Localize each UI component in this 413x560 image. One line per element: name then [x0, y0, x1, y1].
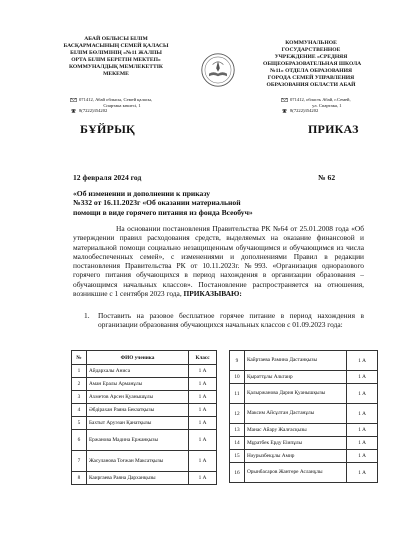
student-class: 1 А: [189, 404, 217, 417]
row-number: 8: [72, 472, 87, 485]
row-number: 4: [72, 404, 87, 417]
students-table-right: [229, 350, 378, 483]
address-right-line-1: 071412, область Абай, г.Семей,: [290, 97, 351, 102]
mail-icon: [70, 98, 77, 102]
student-name: Кайртаева Рамина Дастанқызы: [244, 351, 346, 371]
students-table-left: [71, 350, 217, 485]
student-class: 1 А: [189, 365, 217, 378]
student-name: Каиргаева Раяна Дарханқызы: [86, 472, 188, 485]
student-class: 1 А: [189, 378, 217, 391]
phone-icon: [281, 109, 288, 113]
student-name: Айдархалы Аниса: [86, 365, 188, 378]
student-name: Мұратбек Ерду Еіипұлы: [244, 437, 346, 450]
header-left-line: КОММУНАЛДЫҚ МЕМЛЕКЕТТІК: [69, 64, 163, 70]
row-number: 15: [230, 450, 245, 463]
student-class: 1 А: [347, 437, 378, 450]
col-header-name: ФИО ученика: [86, 351, 188, 365]
student-class: 1 А: [189, 417, 217, 430]
header-left-line: ОРТА БІЛІМ БЕРЕТІН МЕКТЕП»: [71, 57, 161, 63]
address-right: [281, 97, 351, 114]
address-left-line-2: Спартака көшесі, 1: [103, 102, 141, 108]
student-name: Ахметов Арсен Қуанышұлы: [86, 391, 188, 404]
student-name: Максим Айсұлтан Дастанұлы: [244, 404, 346, 424]
header-right-line: ГОСУДАРСТВЕННОЕ: [281, 47, 341, 53]
student-class: 1 А: [347, 351, 378, 371]
table-row: [230, 404, 378, 424]
item-number: 1.: [84, 311, 90, 320]
header-right-line: №11» ОТДЕЛА ОБРАЗОВАНИЯ: [269, 68, 353, 74]
student-class: 1 А: [189, 391, 217, 404]
header-right-line: КОММУНАЛЬНОЕ: [285, 40, 337, 46]
header-right-line: ГОРОДА СЕМЕЙ УПРАВЛЕНИЯ: [267, 75, 355, 81]
col-header-class: Класс: [189, 351, 217, 365]
address-left-line-1: 071412, Абай облысы, Семей қаласы,: [79, 97, 153, 102]
table-row: [230, 463, 378, 483]
col-header-number: №: [72, 351, 87, 365]
order-date: 12 февраля 2024 год: [73, 173, 142, 182]
row-number: 13: [230, 424, 245, 437]
table-row: [230, 437, 378, 450]
student-class: 1 А: [189, 472, 217, 485]
phone-icon: [70, 109, 77, 113]
order-title: [73, 189, 283, 217]
student-class: 1 А: [189, 430, 217, 451]
header-right-line: ОБРАЗОВАНИЯ ОБЛАСТИ АБАЙ: [266, 82, 356, 88]
header-left-line: АБАЙ ОБЛЫСЫ БІЛІМ: [84, 36, 148, 42]
student-class: 1 А: [347, 463, 378, 483]
row-number: 12: [230, 404, 245, 424]
order-body: [73, 224, 364, 298]
doc-type-russian: ПРИКАЗ: [308, 122, 359, 136]
title-line: помощи в виде горячего питания из фонда Всеобуч»: [73, 207, 253, 217]
table-row: [72, 365, 217, 378]
student-class: 1 А: [189, 451, 217, 472]
table-row: [230, 371, 378, 384]
table-row: [230, 384, 378, 404]
row-number: 3: [72, 391, 87, 404]
student-class: 1 А: [347, 404, 378, 424]
student-class: 1 А: [347, 424, 378, 437]
row-number: 16: [230, 463, 245, 483]
phone-left: 8(7222)354202: [79, 108, 108, 114]
header-right-org-name: [263, 40, 362, 89]
item-text: Поставить на разовое бесплатное горячее питание в период нахождения в организации образования обучающихся начальных классов с 01.09.2023 года:: [98, 311, 364, 330]
title-line: «Об изменении и дополнении к приказу: [73, 189, 211, 198]
header-left-line: МЕКЕМЕ: [103, 71, 129, 77]
student-name: Жасуланова Тоғжан Максатқызы: [86, 451, 188, 472]
row-number: 7: [72, 451, 87, 472]
table-row: [230, 424, 378, 437]
student-class: 1 А: [347, 371, 378, 384]
address-left: [70, 97, 152, 114]
header-left-org-name: [56, 36, 176, 78]
table-row: [72, 430, 217, 451]
row-number: 1: [72, 365, 87, 378]
order-number: № 62: [318, 173, 336, 182]
order-item-1: [84, 311, 364, 330]
header-right-line: ОБЩЕОБРАЗОВАТЕЛЬНАЯ ШКОЛА: [263, 61, 362, 67]
row-number: 10: [230, 371, 245, 384]
student-name: Ержанова Мадина Ержанқызы: [86, 430, 188, 451]
header-left-line: БІЛІМ БӨЛІМІНІҢ «№11 ЖАЛПЫ: [70, 50, 162, 56]
table-row: [72, 378, 217, 391]
table-row: [230, 351, 378, 371]
table-row: [72, 404, 217, 417]
row-number: 14: [230, 437, 245, 450]
student-class: 1 А: [347, 384, 378, 404]
table-row: [72, 391, 217, 404]
table-row: [72, 451, 217, 472]
header-left-line: БАСҚАРМАСЫНЫҢ СЕМЕЙ ҚАЛАСЫ: [63, 43, 169, 49]
student-name: Орынбасаров Жантөре Асланұлы: [244, 463, 346, 483]
student-class: 1 А: [347, 450, 378, 463]
header-right-line: УЧРЕЖДЕНИЕ «СРЕДНЯЯ: [274, 54, 348, 60]
table-row: [72, 417, 217, 430]
phone-right: 8(7222)354202: [290, 108, 319, 114]
student-name: Әбдірахан Раяна Бекзатқызы: [86, 404, 188, 417]
student-name: Бахтыт Аруэзан Қанатқызы: [86, 417, 188, 430]
table-row: [72, 472, 217, 485]
student-name: Нәурызбекұлы Амир: [244, 450, 346, 463]
school-emblem-icon: [200, 52, 236, 88]
mail-icon: [281, 98, 288, 102]
student-name: Манас Айару Жалғасқызы: [244, 424, 346, 437]
row-number: 5: [72, 417, 87, 430]
table-row: [230, 450, 378, 463]
row-number: 11: [230, 384, 245, 404]
student-name: Қалыржанова Дария Қуанышқызы: [244, 384, 346, 404]
body-emphasis: ПРИКАЗЫВАЮ:: [183, 289, 242, 299]
row-number: 6: [72, 430, 87, 451]
row-number: 9: [230, 351, 245, 371]
doc-type-kazakh: БҰЙРЫҚ: [80, 122, 135, 136]
row-number: 2: [72, 378, 87, 391]
body-text: На основании постановления Правительства РК №64 от 25.01.2008 года «Об утверждении правил расходования средств, выделяемых на оказание финансовой и материальной помощи социально незащищенным обучающимся и обучающимся из числа малообеспеченных семей», с изменениями и дополнениями Правил в редакции постановления Правительства РК от 10.11.2023г. №993. «Организация одноразового горячего питания обучающихся в период нахождения в организации образования – обучающимся начальных классов». Постановление распространяется на отношения, возникшие с 1 сентября 2023 года,: [73, 224, 364, 299]
student-name: Аман Ералы Арманұлы: [86, 378, 188, 391]
student-name: Қыраттұлы Альтаир: [244, 371, 346, 384]
address-right-line-2: ул. Спартака, 1: [312, 102, 342, 108]
title-line: №332 от 16.11.2023г «Об оказании материальной: [73, 198, 241, 208]
